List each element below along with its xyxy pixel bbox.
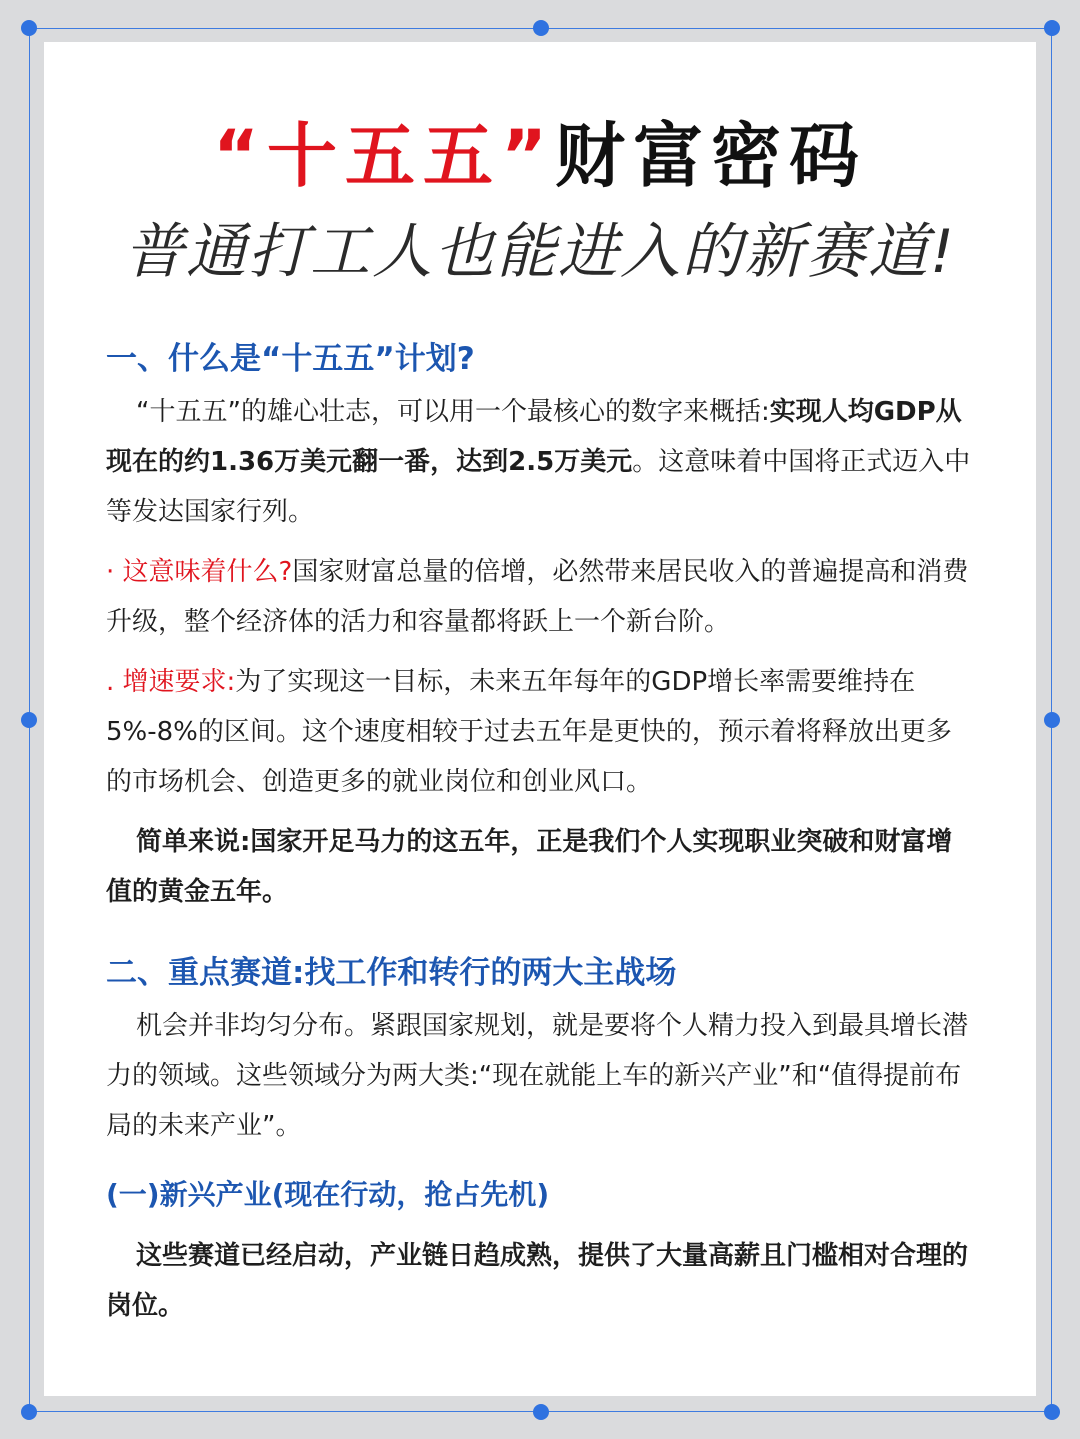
section-1-p1-bold: 实现人均GDP从现在的约1.36万美元翻一番，达到2.5万美元 — [106, 397, 962, 477]
section-1-p1-tail: 。这意味着中国将正式迈入中等发达国家行列。 — [106, 447, 971, 527]
section-1-p2-text: 国家财富总量的倍增，必然带来居民收入的普遍提高和消费升级，整个经济体的活力和容量都将跃上一个新台阶。 — [106, 557, 969, 637]
section-2-subheading-1: (一)新兴产业(现在行动，抢占先机) — [106, 1178, 550, 1211]
resize-handle-middle-left[interactable] — [21, 712, 37, 728]
section-1-paragraph-4: 简单来说:国家开足马力的这五年，正是我们个人实现职业突破和财富增值的黄金五年。 — [106, 827, 953, 907]
section-2-heading: 二、重点赛道:找工作和转行的两大主战场 — [106, 955, 677, 991]
section-1-p1-lead: “十五五”的雄心壮志，可以用一个最核心的数字来概括: — [136, 397, 770, 427]
section-1-p2-label: · 这意味着什么? — [106, 557, 293, 587]
section-1-heading: 一、什么是“十五五”计划? — [106, 341, 475, 377]
resize-handle-middle-right[interactable] — [1044, 712, 1060, 728]
resize-handle-bottom-right[interactable] — [1044, 1404, 1060, 1420]
resize-handle-bottom-center[interactable] — [533, 1404, 549, 1420]
main-title — [44, 114, 1036, 198]
section-2-paragraph-1: 机会并非均匀分布。紧跟国家规划，就是要将个人精力投入到最具增长潜力的领域。这些领域分为两大类:“现在就能上车的新兴产业”和“值得提前布局的未来产业”。 — [106, 1011, 969, 1141]
document-body — [106, 337, 974, 1331]
resize-handle-top-left[interactable] — [21, 20, 37, 36]
section-1-paragraph-1 — [106, 387, 974, 537]
resize-handle-bottom-left[interactable] — [21, 1404, 37, 1420]
section-1-p3-text: 为了实现这一目标，未来五年每年的GDP增长率需要维持在5%-8%的区间。这个速度相较于过去五年是更快的，预示着将释放出更多的市场机会、创造更多的就业岗位和创业风口。 — [106, 667, 952, 797]
main-title-text: 财富密码 — [555, 115, 867, 197]
main-title-quote: “十五五” — [212, 115, 555, 197]
section-1-paragraph-3 — [106, 657, 974, 807]
document-page — [44, 42, 1036, 1396]
section-1-p3-label: . 增速要求: — [106, 667, 236, 697]
subtitle: 普通打工人也能进入的新赛道! — [123, 217, 957, 287]
section-2-subsection-1-text: 这些赛道已经启动，产业链日趋成熟，提供了大量高薪且门槛相对合理的岗位。 — [106, 1241, 969, 1321]
resize-handle-top-center[interactable] — [533, 20, 549, 36]
section-1-paragraph-2 — [106, 547, 974, 647]
resize-handle-top-right[interactable] — [1044, 20, 1060, 36]
